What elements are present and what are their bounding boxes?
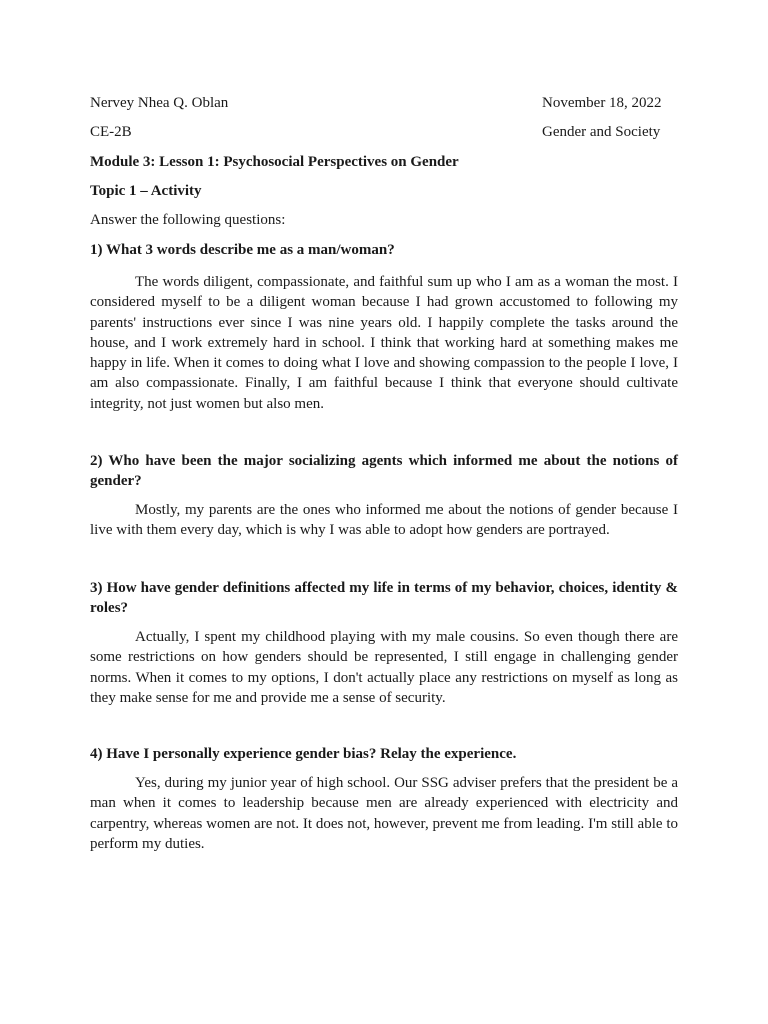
instruction-text: Answer the following questions: (90, 212, 286, 228)
answer-4: Yes, during my junior year of high school. Our SSG adviser prefers that the president be a man when it comes to leadership because men are already experienced with electricity and carpentry, whereas women are not. It does not, however, prevent me from leading. I'm still able to perform my duties. (90, 775, 678, 852)
student-name: Nervey Nhea Q. Oblan (90, 95, 229, 111)
question-4: 4) Have I personally experience gender bias? Relay the experience. (90, 746, 517, 762)
answer-2: Mostly, my parents are the ones who informed me about the notions of gender because I live with them every day, which is why I was able to adopt how genders are portrayed. (90, 502, 678, 539)
course-name: Gender and Society (542, 124, 661, 140)
document-date: November 18, 2022 (542, 95, 662, 111)
module-title: Module 3: Lesson 1: Psychosocial Perspectives on Gender (90, 154, 459, 170)
question-1: 1) What 3 words describe me as a man/woman? (90, 242, 395, 258)
topic-heading: Topic 1 – Activity (90, 183, 202, 199)
question-3: 3) How have gender definitions affected my life in terms of my behavior, choices, identity & roles? (90, 580, 678, 617)
question-2: 2) Who have been the major socializing agents which informed me about the notions of gender? (90, 453, 678, 490)
answer-1: The words diligent, compassionate, and faithful sum up who I am as a woman the most. I considered myself to be a diligent woman because I had grown accustomed to following my parents' instructions ever since I was nine years old. I happily complete the tasks around the house, and I work extremely hard in school. I think that working hard at something makes me happy in life. When it comes to doing what I love and showing compassion to the people I love, I am also compassionate. Finally, I am faithful because I think that everyone should cultivate integrity, not just women but also men. (90, 274, 678, 412)
answer-3: Actually, I spent my childhood playing with my male cousins. So even though there are some restrictions on how genders should be represented, I still engage in challenging gender norms. When it comes to my options, I don't actually place any restrictions on myself as long as they make sense for me and provide me a sense of security. (90, 629, 678, 706)
class-section: CE-2B (90, 124, 132, 140)
